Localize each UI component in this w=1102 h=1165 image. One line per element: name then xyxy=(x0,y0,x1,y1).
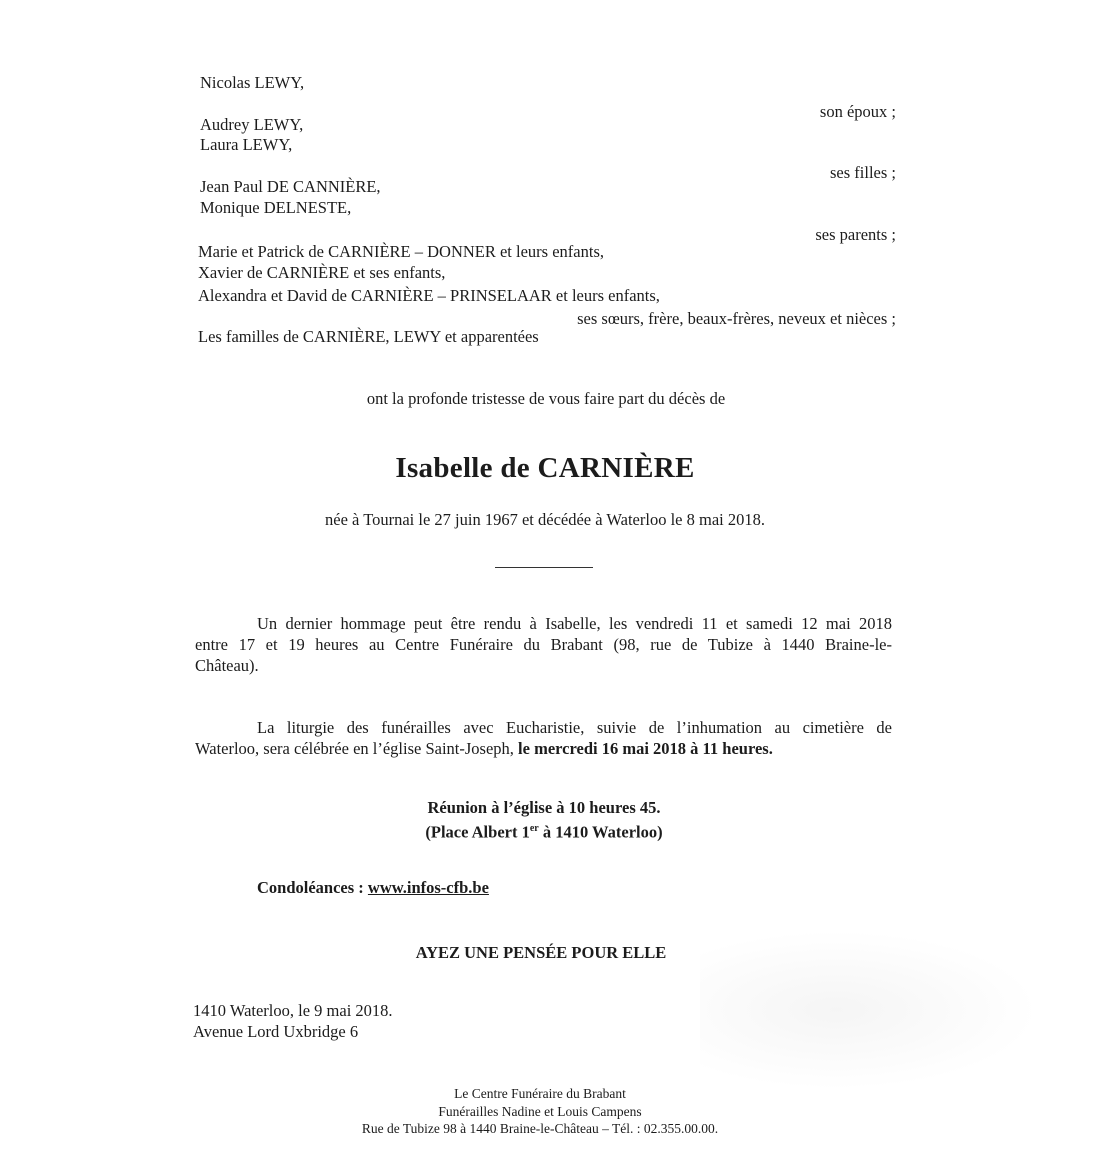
street-address: Avenue Lord Uxbridge 6 xyxy=(193,1022,359,1041)
condoleances-link[interactable]: www.infos-cfb.be xyxy=(367,878,489,897)
sibling-1: Marie et Patrick de CARNIÈRE – DONNER et leurs enfants, xyxy=(198,242,604,261)
hommage-paragraph xyxy=(195,613,892,676)
families-line: Les familles de CARNIÈRE, LEWY et apparentées xyxy=(198,327,539,346)
reunion-place xyxy=(0,819,1088,843)
hommage-line-3: Château). xyxy=(195,656,259,675)
footer-line-3: Rue de Tubize 98 à 1440 Braine-le-Château – Tél. : 02.355.00.00. xyxy=(361,1121,719,1136)
birth-death-dates: née à Tournai le 27 juin 1967 et décédée à Waterloo le 8 mai 2018. xyxy=(325,510,765,529)
liturgie-line-2-plain: Waterloo, sera célébrée en l’église Saint-Joseph, xyxy=(195,739,519,758)
daughter-2: Laura LEWY, xyxy=(200,135,293,154)
daughters-role: ses filles ; xyxy=(830,163,896,182)
sibling-3: Alexandra et David de CARNIÈRE – PRINSELAAR et leurs enfants, xyxy=(198,286,660,305)
closing-line: AYEZ UNE PENSÉE POUR ELLE xyxy=(415,943,667,962)
reunion-place-post: à 1410 Waterloo) xyxy=(538,822,663,842)
reunion-place-sup: er xyxy=(529,823,539,834)
announcement: ont la profonde tristesse de vous faire part du décès de xyxy=(366,389,726,408)
liturgie-paragraph xyxy=(195,717,892,759)
hommage-line-2: entre 17 et 19 heures au Centre Funéraire du Brabant (98, rue de Tubize à 1440 Braine-le- xyxy=(195,635,892,654)
daughter-1: Audrey LEWY, xyxy=(200,115,304,134)
reunion-time: Réunion à l’église à 10 heures 45. xyxy=(427,798,661,817)
spouse-role: son époux ; xyxy=(819,102,896,121)
liturgie-line-1: La liturgie des funérailles avec Eucharistie, suivie de l’inhumation au cimetière de xyxy=(257,718,892,737)
reunion-place-pre: (Place Albert 1 xyxy=(425,822,530,842)
siblings-role: ses sœurs, frère, beaux-frères, neveux et nièces ; xyxy=(577,309,896,328)
condoleances-label: Condoléances : xyxy=(257,878,368,897)
spouse-name: Nicolas LEWY, xyxy=(200,73,305,92)
liturgie-date-time: le mercredi 16 mai 2018 à 11 heures. xyxy=(518,739,773,758)
separator-rule xyxy=(495,567,593,568)
deceased-name: Isabelle de CARNIÈRE xyxy=(395,452,695,484)
parent-1: Jean Paul DE CANNIÈRE, xyxy=(200,177,381,196)
liturgie-line-2 xyxy=(195,738,892,759)
footer-line-2: Funérailles Nadine et Louis Campens xyxy=(438,1104,642,1119)
condoleances-line xyxy=(257,878,489,898)
parent-2: Monique DELNESTE, xyxy=(200,198,352,217)
footer-line-1: Le Centre Funéraire du Brabant xyxy=(454,1086,626,1101)
hommage-line-1: Un dernier hommage peut être rendu à Isabelle, les vendredi 11 et samedi 12 mai 2018 xyxy=(257,614,892,633)
sibling-2: Xavier de CARNIÈRE et ses enfants, xyxy=(198,263,446,282)
place-date: 1410 Waterloo, le 9 mai 2018. xyxy=(193,1001,393,1020)
parents-role: ses parents ; xyxy=(815,225,896,244)
